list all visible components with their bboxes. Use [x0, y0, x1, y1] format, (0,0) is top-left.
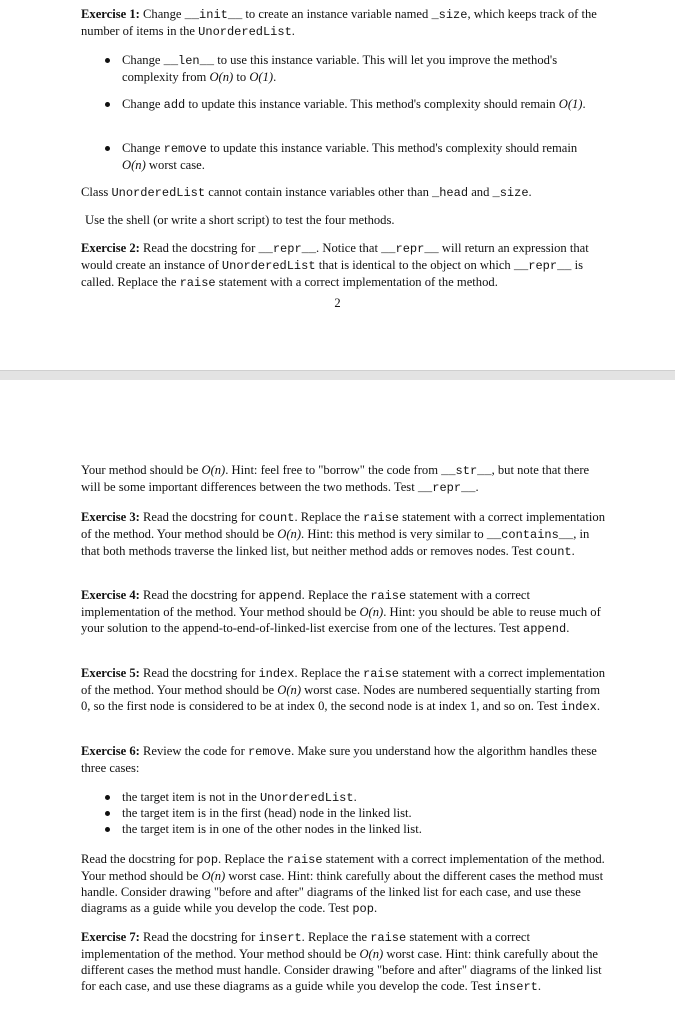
remove-cases-list [122, 789, 602, 837]
exercise-6-paragraph: Exercise 6: Review the code for remove. Make sure you understand how the algorithm handles these three cases: [81, 744, 597, 775]
document-page-3 [0, 380, 675, 1024]
exercise-5-paragraph: Exercise 5: Read the docstring for index. Replace the raise statement with a correct implementation of the method. Your method should be O(n) worst case. Nodes are numbered sequentially starting from 0, so the first node is considered to be at index 0, the second node is at index 1, and so on. Test index. [81, 666, 605, 714]
document-page-2 [0, 0, 675, 370]
case-item: the target item is in the first (head) node in the linked list. [122, 805, 602, 821]
exercise-label: Exercise 3: [81, 510, 140, 524]
page-number: 2 [334, 296, 341, 310]
case-item: the target item is not in the UnorderedList. [122, 789, 602, 805]
exercise-1-paragraph: Exercise 1: Change __init__ to create an instance variable named _size, which keeps track of the number of items in the UnorderedList. [81, 7, 597, 39]
exercise-label: Exercise 1: [81, 7, 140, 21]
bullet-item: Change __len__ to use this instance variable. This will let you improve the method's complexity from O(n) to O(1). [122, 52, 602, 96]
bullet-item: Change remove to update this instance variable. This method's complexity should remain O(n) worst case. [122, 140, 602, 172]
exercise-label: Exercise 6: [81, 744, 140, 758]
class-constraint-paragraph: Class UnorderedList cannot contain instance variables other than _head and _size. [81, 185, 532, 200]
exercise-2-continuation: Your method should be O(n). Hint: feel free to "borrow" the code from __str__, but note that there will be some important differences between the two methods. Test __repr__. [81, 463, 590, 495]
exercise-label: Exercise 2: [81, 241, 140, 255]
code-class: UnorderedList [198, 25, 292, 39]
bullet-item: Change add to update this instance variable. This method's complexity should remain O(1). [122, 96, 602, 140]
code-init: __init__ [184, 8, 243, 22]
exercise-4-paragraph: Exercise 4: Read the docstring for append. Replace the raise statement with a correct implementation of the method. Your method should be O(n). Hint: you should be able to reuse much of your solution to the append-to-end-of-linked-list exercise from one of the lectures. Test append. [81, 588, 601, 636]
code-size: _size [431, 8, 468, 22]
exercise-7-paragraph: Exercise 7: Read the docstring for insert. Replace the raise statement with a correct implementation of the method. Your method should be O(n) worst case. Hint: think carefully about the different cases the method must handle. Consider drawing "before and after" diagrams of the linked list for each case, and use these diagrams as a guide while you develop the code. Test insert. [81, 930, 602, 994]
shell-test-paragraph: Use the shell (or write a short script) to test the four methods. [85, 213, 395, 227]
pop-paragraph: Read the docstring for pop. Replace the raise statement with a correct implementation of the method. Your method should be O(n) worst case. Hint: think carefully about the different cases the method must handle. Consider drawing "before and after" diagrams of the linked list for each case, and use these diagrams as a guide while you develop the code. Test pop. [81, 852, 605, 916]
exercise-3-paragraph: Exercise 3: Read the docstring for count. Replace the raise statement with a correct implementation of the method. Your method should be O(n). Hint: this method is very similar to __contains__, in that both methods traverse the linked list, but neither method adds or removes nodes. Test count. [81, 510, 605, 559]
exercise-2-paragraph: Exercise 2: Read the docstring for __repr__. Notice that __repr__ will return an expression that would create an instance of UnorderedList that is identical to the object on which __repr__ is called. Replace the raise statement with a correct implementation of the method. [81, 241, 589, 290]
exercise-1-bullet-list [122, 52, 602, 172]
exercise-label: Exercise 7: [81, 930, 140, 944]
exercise-label: Exercise 4: [81, 588, 140, 602]
case-item: the target item is in one of the other nodes in the linked list. [122, 821, 602, 837]
exercise-label: Exercise 5: [81, 666, 140, 680]
